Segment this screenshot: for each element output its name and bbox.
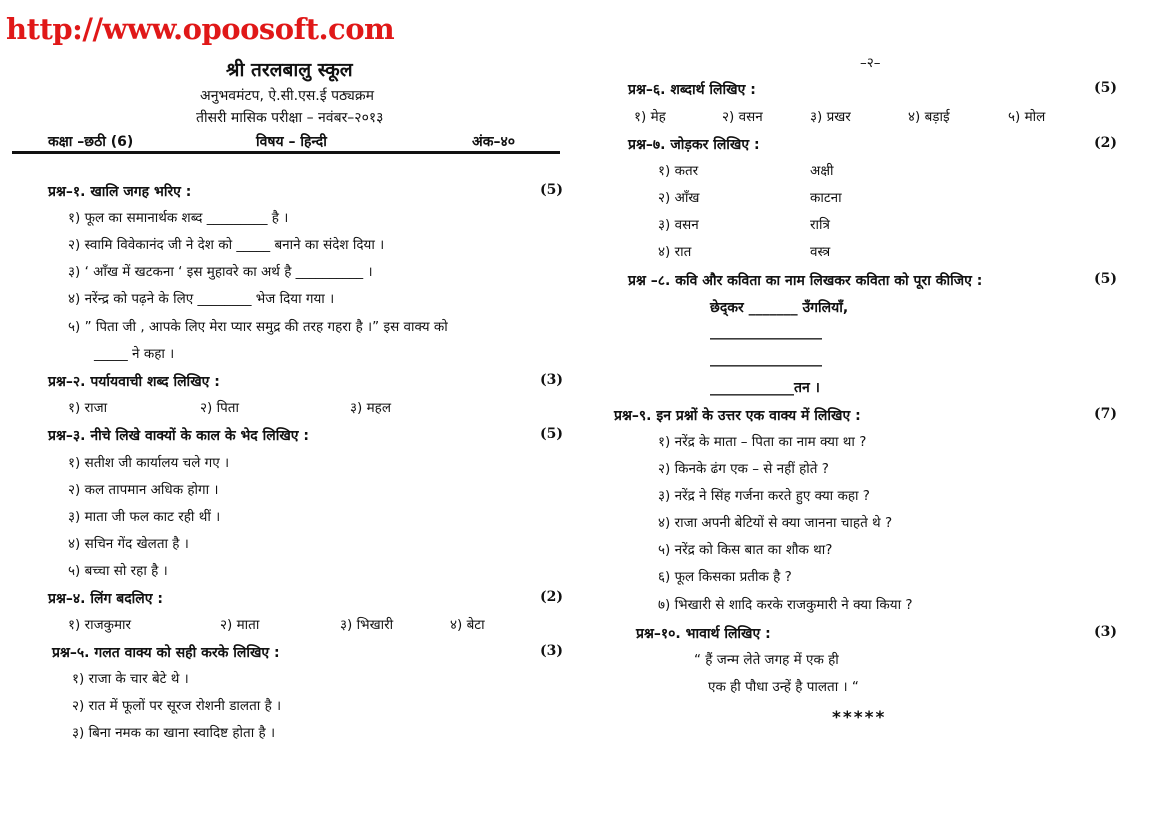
q7-right-item: अक्षी — [810, 163, 834, 179]
q8-poem-line: छेद्कर _______ उँगलियाँ, — [710, 300, 849, 316]
end-marker: ***** — [832, 708, 887, 728]
q9-item: १) नरेंद्र के माता – पिता का नाम क्या था ? — [658, 434, 867, 450]
q1-title: प्रश्न–१. खालि जगह भरिए : — [48, 184, 192, 200]
q2-item: ३) महल — [350, 400, 391, 416]
q7-left-item: ४) रात — [658, 244, 692, 260]
q5-marks: (3) — [540, 643, 563, 659]
q5-title: प्रश्न–५. गलत वाक्य को सही करके लिखिए : — [52, 645, 280, 661]
q10-title: प्रश्न–१०. भावार्थ लिखिए : — [636, 626, 771, 642]
q6-marks: (5) — [1094, 80, 1117, 96]
q9-item: ३) नरेंद्र ने सिंह गर्जना करते हुए क्या कहा ? — [658, 488, 870, 504]
q4-item: २) माता — [220, 617, 260, 633]
q9-marks: (7) — [1094, 406, 1117, 422]
q5-item: ३) बिना नमक का खाना स्वादिष्ट होता है । — [72, 725, 276, 741]
page-number: –२– — [860, 55, 881, 71]
q3-item: ४) सचिन गेंद खेलता है । — [68, 536, 189, 552]
q8-poem-line: ________________ — [710, 324, 822, 340]
q3-title: प्रश्न–३. नीचे लिखे वाक्यों के काल के भेद लिखिए : — [48, 428, 310, 444]
subject-label: विषय – हिन्दी — [256, 134, 327, 150]
q7-right-item: वस्त्र — [810, 244, 831, 260]
q4-marks: (2) — [540, 589, 563, 605]
q6-item: ४) बड़ाई — [908, 109, 950, 125]
q8-poem-line: ________________ — [710, 351, 822, 367]
q9-item: ७) भिखारी से शादि करके राजकुमारी ने क्या किया ? — [658, 597, 913, 613]
q5-item: २) रात में फूलों पर सूरज रोशनी डालता है । — [72, 698, 282, 714]
q10-marks: (3) — [1094, 624, 1117, 640]
q1-item: ३) ‘ आँख में खटकना ‘ इस मुहावरे का अर्थ है __________ । — [68, 264, 373, 280]
q9-item: ६) फूल किसका प्रतीक है ? — [658, 569, 792, 585]
q7-left-item: २) आँख — [658, 190, 700, 206]
q9-title: प्रश्न–९. इन प्रश्नों के उत्तर एक वाक्य में लिखिए : — [614, 408, 861, 424]
q1-marks: (5) — [540, 182, 563, 198]
watermark-url: http://www.opoosoft.com — [6, 12, 395, 46]
q1-item: _____ ने कहा । — [94, 346, 175, 362]
q3-marks: (5) — [540, 426, 563, 442]
q6-item: १) मेह — [634, 109, 666, 125]
q8-title: प्रश्न –८. कवि और कविता का नाम लिखकर कविता को पूरा कीजिए : — [628, 273, 983, 289]
q1-item: ५) ” पिता जी , आपके लिए मेरा प्यार समुद्र की तरह गहरा है ।” इस वाक्य को — [68, 319, 448, 335]
q4-item: ४) बेटा — [450, 617, 485, 633]
q7-right-item: काटना — [810, 190, 842, 206]
q6-item: ३) प्रखर — [810, 109, 851, 125]
curriculum-line: अनुभवमंटप, ऐ.सी.एस.ई पठ्यक्रम — [200, 88, 374, 104]
q7-marks: (2) — [1094, 135, 1117, 151]
q3-item: २) कल तापमान अधिक होगा । — [68, 482, 219, 498]
q2-item: २) पिता — [200, 400, 239, 416]
q7-left-item: १) कतर — [658, 163, 699, 179]
q3-item: ५) बच्चा सो रहा है । — [68, 563, 168, 579]
class-label: कक्षा –छठी (6) — [48, 134, 134, 150]
q3-item: १) सतीश जी कार्यालय चले गए । — [68, 455, 230, 471]
q1-item: १) फूल का समानार्थक शब्द _________ है । — [68, 210, 289, 226]
q1-item: ४) नरेंन्द्र को पढ़ने के लिए ________ भेज दिया गया । — [68, 291, 335, 307]
total-marks-label: अंक–४० — [472, 134, 516, 150]
q7-title: प्रश्न–७. जोड़कर लिखिए : — [628, 137, 760, 153]
q10-line: “ हैं जन्म लेते जगह में एक ही — [694, 652, 839, 668]
q7-right-item: रात्रि — [810, 217, 830, 233]
q5-item: १) राजा के चार बेटे थे । — [72, 671, 189, 687]
q1-item: २) स्वामि विवेकानंद जी ने देश को _____ बनाने का संदेश दिया । — [68, 237, 385, 253]
q8-poem-line: ____________तन । — [710, 380, 820, 396]
q9-item: ५) नरेंद्र को किस बात का शौक था? — [658, 542, 833, 558]
q6-item: ५) मोल — [1008, 109, 1046, 125]
q9-item: ४) राजा अपनी बेटियों से क्या जानना चाहते थे ? — [658, 515, 893, 531]
q2-title: प्रश्न–२. पर्यायवाची शब्द लिखिए : — [48, 374, 220, 390]
q6-item: २) वसन — [722, 109, 763, 125]
q8-marks: (5) — [1094, 271, 1117, 287]
q7-left-item: ३) वसन — [658, 217, 699, 233]
q3-item: ३) माता जी फल काट रही थीं । — [68, 509, 221, 525]
q6-title: प्रश्न–६. शब्दार्थ लिखिए : — [628, 82, 756, 98]
exam-title: तीसरी मासिक परीक्षा – नवंबर–२०१३ — [196, 110, 384, 126]
q2-marks: (3) — [540, 372, 563, 388]
header-divider — [12, 151, 560, 154]
q9-item: २) किनके ढंग एक – से नहीं होते ? — [658, 461, 829, 477]
q4-item: ३) भिखारी — [340, 617, 394, 633]
q10-line: एक ही पौधा उन्हें है पालता । “ — [708, 679, 859, 695]
q4-item: १) राजकुमार — [68, 617, 132, 633]
school-name: श्री तरलबालु स्कूल — [226, 59, 353, 81]
q4-title: प्रश्न–४. लिंग बदलिए : — [48, 591, 163, 607]
q2-item: १) राजा — [68, 400, 108, 416]
